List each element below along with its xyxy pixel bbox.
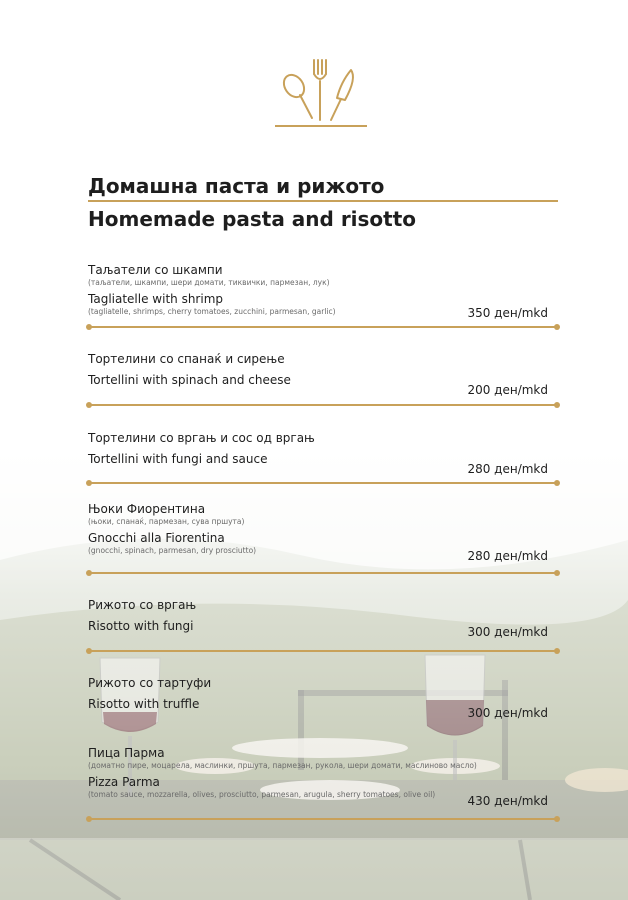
item-name-mk: Њоки Фиорентина: [88, 502, 206, 516]
item-ingredients-en: (gnocchi, spinach, parmesan, dry prosciutto): [88, 546, 257, 555]
item-name-en: Gnocchi alla Fiorentina: [88, 531, 225, 545]
item-name-en: Risotto with truffle: [88, 697, 200, 711]
section-title-divider: [88, 200, 558, 202]
item-price: 350 ден/mkd: [467, 306, 548, 320]
item-price: 300 ден/mkd: [467, 625, 548, 639]
item-name-en: Pizza Parma: [88, 775, 160, 789]
item-divider: [88, 404, 558, 406]
item-ingredients-mk: (њоки, спанаќ, пармезан, сува пршута): [88, 517, 245, 526]
menu-item-pizza-parma: [88, 746, 558, 826]
item-name-mk: Тортелини со вргањ и сос од вргањ: [88, 431, 315, 445]
item-name-en: Tortellini with spinach and cheese: [88, 373, 291, 387]
menu-item-tortellini-spinach: [88, 352, 558, 412]
item-divider: [88, 572, 558, 574]
item-price: 430 ден/mkd: [467, 794, 548, 808]
item-name-en: Risotto with fungi: [88, 619, 194, 633]
menu-item-risotto-fungi: [88, 598, 558, 658]
item-divider: [88, 650, 558, 652]
item-name-mk: Рижото со вргањ: [88, 598, 197, 612]
item-divider: [88, 818, 558, 820]
item-divider: [88, 482, 558, 484]
item-price: 280 ден/mkd: [467, 462, 548, 476]
item-ingredients-mk: (тaљатели, шкампи, шери домати, тиквички, пармезан, лук): [88, 278, 330, 287]
menu-item-tortellini-fungi: [88, 431, 558, 491]
item-name-mk: Тортелини со спанаќ и сирење: [88, 352, 285, 366]
item-price: 200 ден/mkd: [467, 383, 548, 397]
item-name-mk: Тaљатели со шкампи: [88, 263, 223, 277]
section-title-mk: Домашна паста и рижото: [88, 174, 385, 198]
menu-item-tagliatelle-shrimp: [88, 263, 558, 333]
cutlery-icon: [275, 56, 367, 128]
item-name-en: Tortellini with fungi and sauce: [88, 452, 268, 466]
item-ingredients-en: (tagliatelle, shrimps, cherry tomatoes, zucchini, parmesan, garlic): [88, 307, 336, 316]
item-name-mk: Пица Парма: [88, 746, 165, 760]
section-title-en: Homemade pasta and risotto: [88, 207, 417, 231]
item-ingredients-en: (tomato sauce, mozzarella, olives, prosciutto, parmesan, arugula, sherry tomatoes, olive oil): [88, 790, 436, 799]
item-divider: [88, 326, 558, 328]
item-name-en: Tagliatelle with shrimp: [88, 292, 223, 306]
item-price: 300 ден/mkd: [467, 706, 548, 720]
item-name-mk: Рижото со тартуфи: [88, 676, 212, 690]
menu-item-gnocchi: [88, 502, 558, 580]
item-price: 280 ден/mkd: [467, 549, 548, 563]
menu-item-risotto-truffle: [88, 676, 558, 736]
item-ingredients-mk: (доматно пире, моцарела, маслинки, пршута, пармезан, рукола, шери домати, маслиново масло): [88, 761, 477, 770]
